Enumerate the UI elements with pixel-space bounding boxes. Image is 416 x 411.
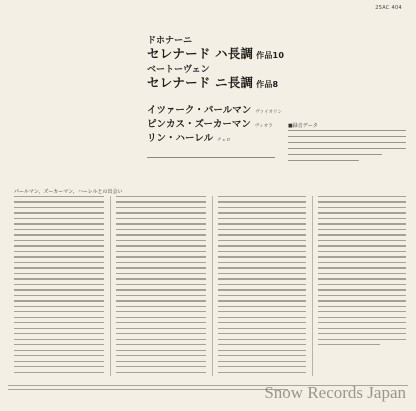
essay-column-4 [318, 196, 406, 376]
opus-beethoven: 作品8 [256, 80, 279, 89]
work-title-beethoven-text: セレナード ニ長調 [147, 75, 254, 90]
essay-column-2 [116, 196, 206, 376]
performer-zukerman-instrument: ヴィオラ [254, 124, 273, 129]
performer-perlman-instrument: ヴァイオリン [255, 110, 283, 115]
performer-zukerman-name: ピンカス・ズーカーマン [147, 119, 251, 130]
recording-data-heading: ■録音データ [288, 123, 318, 129]
watermark: Snow Records Japan [264, 383, 406, 402]
performer-perlman-name: イツァーク・パールマン [147, 105, 252, 116]
essay-column-3 [218, 196, 306, 376]
column-divider-2 [212, 196, 213, 376]
performer-harrell-name: リン・ハーレル [147, 133, 214, 144]
column-divider-3 [312, 196, 313, 376]
work-title-dohnanyi-text: セレナード ハ長調 [147, 46, 254, 61]
opus-dohnanyi: 作品10 [256, 51, 285, 60]
performer-harrell [147, 126, 230, 145]
column-divider-1 [110, 196, 111, 376]
essay-heading: パールマン、ズーカーマン、ハーレルとの出会い [14, 189, 123, 195]
composer-beethoven: ベートーヴェン [147, 65, 210, 75]
work-title-beethoven [147, 73, 278, 91]
recording-data-text [288, 130, 406, 172]
performer-harrell-instrument: チェロ [217, 138, 231, 143]
composer-dohnanyi: ドホナーニ [147, 36, 193, 46]
work-title-dohnanyi [147, 44, 284, 62]
title-rule [147, 157, 275, 158]
essay-column-1 [14, 196, 104, 376]
catalog-number: 25AC 404 [375, 5, 402, 11]
